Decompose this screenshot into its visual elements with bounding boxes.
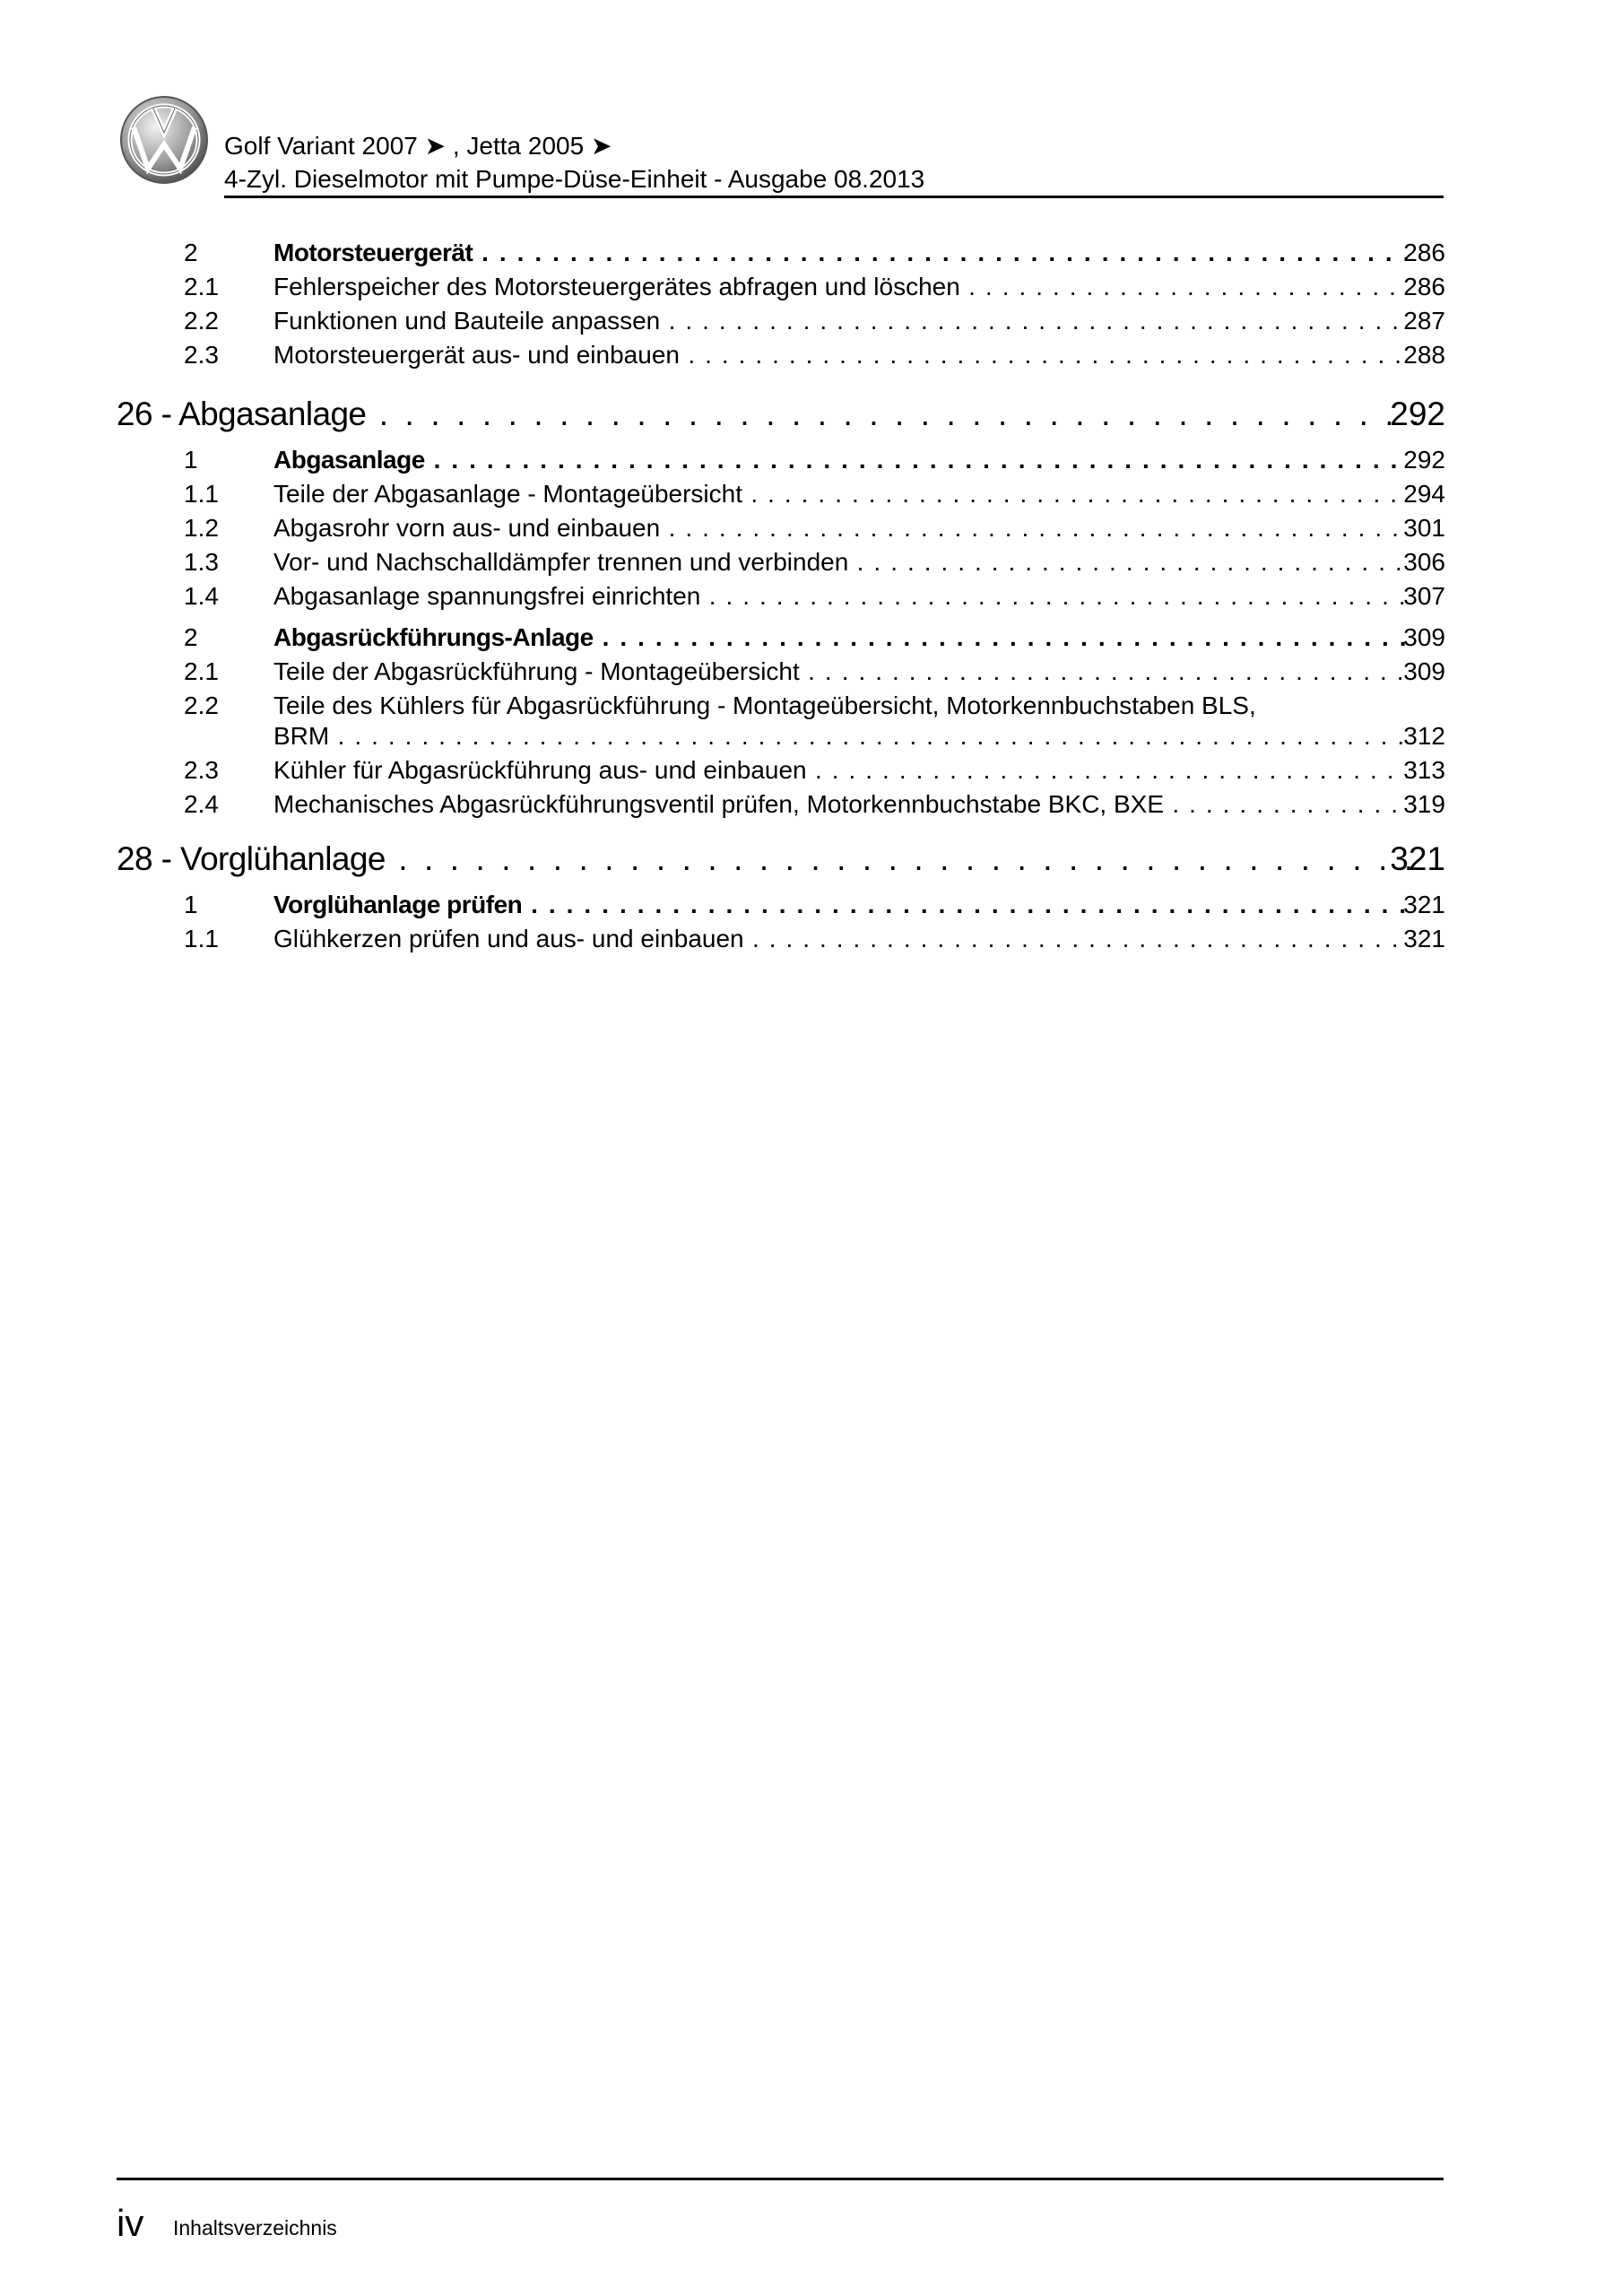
toc-entry-number: 1	[184, 446, 198, 474]
toc-entry-title-line1[interactable]: Teile des Kühlers für Abgasrückführung - Montageübersicht, Motorkennbuchstaben BLS,	[273, 691, 1256, 719]
toc-entry-number: 1.3	[184, 548, 219, 576]
toc-entry[interactable]	[0, 273, 1622, 305]
toc-entry[interactable]	[0, 623, 1622, 656]
toc-entry-number: 2.2	[184, 691, 219, 719]
toc-entry-title-line2: BRM . . .	[273, 722, 1407, 751]
toc-entry-page: 287	[1403, 307, 1445, 335]
toc-entry-continued[interactable]	[0, 722, 1622, 754]
toc-entry-title: Teile der Abgasanlage - Montageübersicht . . .	[273, 480, 1407, 509]
toc-chapter-title: 26 - Abgasanlage . . .	[117, 396, 1420, 433]
toc-entry-page: 301	[1403, 514, 1445, 542]
toc-entry-page: 294	[1403, 480, 1445, 508]
vw-logo-icon	[119, 95, 209, 185]
toc-entry-title: Abgasanlage spannungsfrei einrichten . . .	[273, 582, 1407, 611]
toc-entry[interactable]	[0, 657, 1622, 690]
footer-rule	[117, 2178, 1444, 2180]
toc-entry[interactable]	[0, 925, 1622, 957]
toc-entry-number: 2.2	[184, 307, 219, 335]
toc-entry-title: Fehlerspeicher des Motorsteuergerätes abfragen und löschen . . .	[273, 273, 1407, 301]
footer-label: Inhaltsverzeichnis	[173, 2216, 337, 2239]
toc-entry-number: 2.1	[184, 273, 219, 300]
toc-entry[interactable]	[0, 756, 1622, 788]
toc-entry[interactable]	[0, 480, 1622, 512]
toc-entry[interactable]	[0, 307, 1622, 339]
toc-entry-page: 312	[1403, 722, 1445, 750]
toc-entry-title: Vorglühanlage prüfen . . .	[273, 891, 1407, 919]
toc-entry-number: 2.3	[184, 756, 219, 784]
toc-entry[interactable]	[0, 790, 1622, 822]
toc-entry-page: 306	[1403, 548, 1445, 576]
toc-chapter[interactable]	[0, 396, 1622, 437]
toc-entry[interactable]	[0, 514, 1622, 546]
header-vehicle-line: Golf Variant 2007 ➤ , Jetta 2005 ➤	[224, 132, 612, 160]
toc-entry-number: 2.1	[184, 657, 219, 685]
toc-entry[interactable]	[0, 446, 1622, 478]
toc-entry-page: 321	[1403, 891, 1445, 918]
toc-entry-title: Mechanisches Abgasrückführungsventil prüfen, Motorkennbuchstabe BKC, BXE . . .	[273, 790, 1407, 819]
toc-entry[interactable]	[0, 582, 1622, 614]
toc-entry-number: 2.4	[184, 790, 219, 818]
header-rule	[224, 196, 1444, 198]
toc-entry-number: 1	[184, 891, 198, 918]
toc-entry[interactable]	[0, 548, 1622, 580]
toc-entry-page: 288	[1403, 341, 1445, 369]
toc-entry-page: 286	[1403, 239, 1445, 266]
toc-entry-title: Abgasrohr vorn aus- und einbauen . . .	[273, 514, 1407, 543]
toc-entry-page: 319	[1403, 790, 1445, 818]
toc-entry-title: Teile der Abgasrückführung - Montageübersicht . . .	[273, 657, 1407, 686]
toc-entry-number: 2.3	[184, 341, 219, 369]
toc-entry-page: 309	[1403, 657, 1445, 685]
toc-entry-title: Abgasrückführungs-Anlage . . .	[273, 623, 1407, 652]
toc-entry-number: 1.1	[184, 480, 219, 508]
toc-entry-page: 286	[1403, 273, 1445, 300]
toc-entry-number: 2	[184, 623, 198, 651]
toc-entry-title: Funktionen und Bauteile anpassen . . .	[273, 307, 1407, 335]
toc-entry-page: 292	[1403, 446, 1445, 474]
toc-entry-page: 309	[1403, 623, 1445, 651]
toc-chapter-title: 28 - Vorglühanlage . . .	[117, 840, 1420, 878]
toc-entry-title: Motorsteuergerät aus- und einbauen . . .	[273, 341, 1407, 370]
toc-entry-number: 1.1	[184, 925, 219, 952]
toc-entry[interactable]	[0, 341, 1622, 373]
footer-page-number: iv	[117, 2202, 144, 2244]
toc-entry-title: Kühler für Abgasrückführung aus- und einbauen . . .	[273, 756, 1407, 785]
toc-entry-title: Glühkerzen prüfen und aus- und einbauen . . .	[273, 925, 1407, 953]
toc-chapter-page: 321	[1390, 840, 1445, 877]
toc-entry-page: 307	[1403, 582, 1445, 610]
toc-entry-number: 1.2	[184, 514, 219, 542]
toc-entry[interactable]	[0, 691, 1622, 724]
toc-entry-page: 313	[1403, 756, 1445, 784]
toc-entry[interactable]	[0, 891, 1622, 923]
toc-entry-title: Abgasanlage . . .	[273, 446, 1407, 474]
toc-entry-number: 2	[184, 239, 198, 266]
toc-chapter-page: 292	[1390, 396, 1445, 432]
header-engine-line: 4-Zyl. Dieselmotor mit Pumpe-Düse-Einheit - Ausgabe 08.2013	[224, 165, 925, 193]
toc-entry-title: Motorsteuergerät . . .	[273, 239, 1407, 267]
toc-entry-number: 1.4	[184, 582, 219, 610]
toc-chapter[interactable]	[0, 840, 1622, 882]
toc-entry-title: Vor- und Nachschalldämpfer trennen und verbinden . . .	[273, 548, 1407, 577]
toc-entry-page: 321	[1403, 925, 1445, 952]
toc-entry[interactable]	[0, 239, 1622, 271]
